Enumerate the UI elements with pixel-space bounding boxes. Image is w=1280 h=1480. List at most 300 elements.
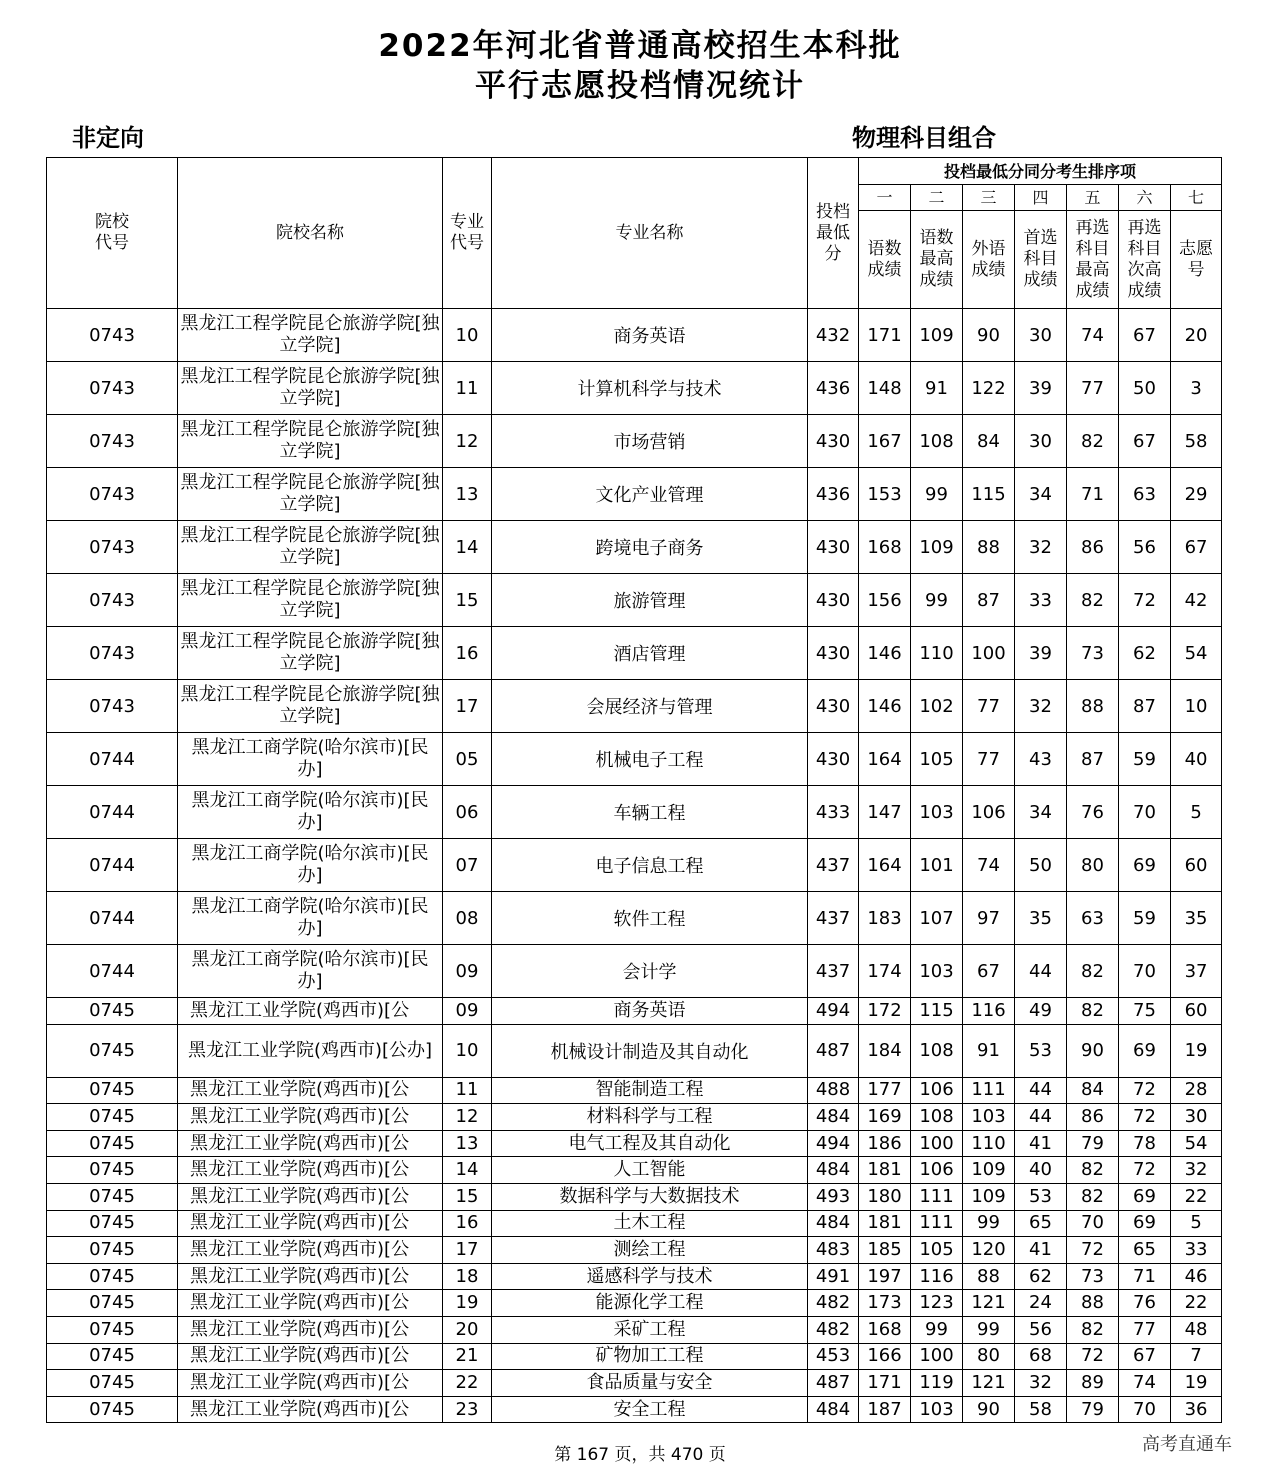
- cell-school-name: 黑龙江工业学院(鸡西市)[公办]: [178, 1024, 443, 1077]
- cell-school-code: 0743: [47, 468, 178, 521]
- table-row: [47, 892, 1222, 945]
- cell-major-name: 安全工程: [492, 1396, 808, 1423]
- cell-rank-6: 50: [1119, 362, 1171, 415]
- cell-rank-5: 77: [1067, 362, 1119, 415]
- cell-rank-1: 185: [859, 1237, 911, 1264]
- cell-rank-3: 121: [963, 1370, 1015, 1397]
- cell-rank-2: 103: [911, 786, 963, 839]
- cell-school-code: 0745: [47, 1343, 178, 1370]
- cell-school-name: 黑龙江工程学院昆仑旅游学院[独立学院]: [178, 415, 443, 468]
- cell-school-name: 黑龙江工业学院(鸡西市)[公: [178, 1316, 443, 1343]
- cell-rank-7: 40: [1171, 733, 1222, 786]
- cell-rank-3: 100: [963, 627, 1015, 680]
- header-rank-item-1: 语数 成绩: [859, 211, 911, 309]
- cell-min-score: 437: [808, 839, 859, 892]
- cell-major-code: 09: [443, 945, 492, 998]
- admission-table: [46, 157, 1222, 1423]
- table-row: [47, 1263, 1222, 1290]
- cell-major-name: 遥感科学与技术: [492, 1263, 808, 1290]
- cell-rank-1: 156: [859, 574, 911, 627]
- cell-rank-3: 120: [963, 1237, 1015, 1264]
- page-title-line1: 2022年河北省普通高校招生本科批: [378, 28, 902, 64]
- cell-school-name: 黑龙江工业学院(鸡西市)[公: [178, 1104, 443, 1131]
- cell-rank-1: 168: [859, 1316, 911, 1343]
- cell-rank-3: 77: [963, 680, 1015, 733]
- header-rank-5: 五: [1067, 185, 1119, 211]
- cell-rank-3: 90: [963, 1396, 1015, 1423]
- cell-rank-5: 86: [1067, 1104, 1119, 1131]
- cell-rank-2: 101: [911, 839, 963, 892]
- cell-rank-3: 122: [963, 362, 1015, 415]
- cell-rank-4: 58: [1015, 1396, 1067, 1423]
- cell-rank-3: 88: [963, 521, 1015, 574]
- page-footer: 第 167 页，共 470 页: [554, 1445, 726, 1465]
- cell-school-code: 0743: [47, 627, 178, 680]
- table-row: [47, 468, 1222, 521]
- cell-major-code: 17: [443, 680, 492, 733]
- cell-rank-4: 40: [1015, 1157, 1067, 1184]
- table-row: [47, 1024, 1222, 1077]
- cell-rank-3: 121: [963, 1290, 1015, 1317]
- table-row: [47, 680, 1222, 733]
- cell-rank-3: 99: [963, 1210, 1015, 1237]
- cell-rank-1: 180: [859, 1183, 911, 1210]
- cell-major-code: 19: [443, 1290, 492, 1317]
- cell-rank-6: 70: [1119, 945, 1171, 998]
- cell-min-score: 484: [808, 1396, 859, 1423]
- cell-rank-1: 169: [859, 1104, 911, 1131]
- cell-major-name: 土木工程: [492, 1210, 808, 1237]
- table-row: [47, 415, 1222, 468]
- header-rank-6: 六: [1119, 185, 1171, 211]
- cell-rank-4: 35: [1015, 892, 1067, 945]
- cell-rank-6: 78: [1119, 1130, 1171, 1157]
- table-row: [47, 1316, 1222, 1343]
- cell-rank-4: 44: [1015, 1077, 1067, 1104]
- cell-rank-5: 71: [1067, 468, 1119, 521]
- cell-major-name: 食品质量与安全: [492, 1370, 808, 1397]
- cell-school-name: 黑龙江工商学院(哈尔滨市)[民办]: [178, 892, 443, 945]
- cell-school-code: 0745: [47, 1077, 178, 1104]
- cell-rank-2: 99: [911, 574, 963, 627]
- cell-school-code: 0745: [47, 1210, 178, 1237]
- cell-rank-4: 56: [1015, 1316, 1067, 1343]
- header-rank-7: 七: [1171, 185, 1222, 211]
- cell-rank-1: 187: [859, 1396, 911, 1423]
- cell-rank-5: 80: [1067, 839, 1119, 892]
- cell-rank-6: 69: [1119, 1183, 1171, 1210]
- cell-rank-6: 69: [1119, 1024, 1171, 1077]
- cell-rank-3: 67: [963, 945, 1015, 998]
- header-rank-item-3: 外语 成绩: [963, 211, 1015, 309]
- cell-min-score: 453: [808, 1343, 859, 1370]
- cell-major-name: 能源化学工程: [492, 1290, 808, 1317]
- cell-rank-4: 34: [1015, 468, 1067, 521]
- cell-major-name: 电气工程及其自动化: [492, 1130, 808, 1157]
- cell-min-score: 487: [808, 1370, 859, 1397]
- header-rank-1: 一: [859, 185, 911, 211]
- cell-major-name: 商务英语: [492, 998, 808, 1025]
- cell-rank-2: 111: [911, 1210, 963, 1237]
- cell-rank-6: 59: [1119, 733, 1171, 786]
- cell-school-name: 黑龙江工程学院昆仑旅游学院[独立学院]: [178, 627, 443, 680]
- cell-school-code: 0745: [47, 1316, 178, 1343]
- cell-min-score: 484: [808, 1104, 859, 1131]
- header-min-score: 投档 最低 分: [808, 158, 859, 309]
- cell-school-code: 0745: [47, 1157, 178, 1184]
- cell-rank-4: 53: [1015, 1024, 1067, 1077]
- cell-min-score: 494: [808, 1130, 859, 1157]
- cell-min-score: 436: [808, 468, 859, 521]
- cell-rank-6: 72: [1119, 1157, 1171, 1184]
- cell-rank-6: 75: [1119, 998, 1171, 1025]
- cell-rank-7: 22: [1171, 1290, 1222, 1317]
- cell-rank-7: 60: [1171, 839, 1222, 892]
- table-row: [47, 574, 1222, 627]
- cell-school-code: 0745: [47, 998, 178, 1025]
- cell-rank-4: 44: [1015, 945, 1067, 998]
- cell-min-score: 430: [808, 574, 859, 627]
- cell-major-code: 15: [443, 574, 492, 627]
- cell-major-name: 机械电子工程: [492, 733, 808, 786]
- cell-rank-3: 84: [963, 415, 1015, 468]
- cell-major-code: 16: [443, 627, 492, 680]
- cell-rank-6: 87: [1119, 680, 1171, 733]
- cell-rank-7: 35: [1171, 892, 1222, 945]
- cell-rank-7: 32: [1171, 1157, 1222, 1184]
- cell-rank-3: 115: [963, 468, 1015, 521]
- cell-min-score: 432: [808, 309, 859, 362]
- cell-major-name: 人工智能: [492, 1157, 808, 1184]
- cell-rank-2: 115: [911, 998, 963, 1025]
- cell-rank-7: 22: [1171, 1183, 1222, 1210]
- cell-major-name: 软件工程: [492, 892, 808, 945]
- cell-rank-7: 58: [1171, 415, 1222, 468]
- header-rank-item-2: 语数 最高 成绩: [911, 211, 963, 309]
- cell-min-score: 491: [808, 1263, 859, 1290]
- cell-rank-1: 166: [859, 1343, 911, 1370]
- cell-school-code: 0745: [47, 1290, 178, 1317]
- cell-rank-7: 46: [1171, 1263, 1222, 1290]
- cell-school-code: 0744: [47, 786, 178, 839]
- cell-school-code: 0743: [47, 309, 178, 362]
- cell-rank-1: 172: [859, 998, 911, 1025]
- cell-rank-6: 71: [1119, 1263, 1171, 1290]
- cell-rank-4: 65: [1015, 1210, 1067, 1237]
- cell-major-name: 车辆工程: [492, 786, 808, 839]
- cell-major-code: 05: [443, 733, 492, 786]
- cell-rank-5: 82: [1067, 998, 1119, 1025]
- table-row: [47, 1370, 1222, 1397]
- cell-rank-5: 82: [1067, 1316, 1119, 1343]
- cell-rank-1: 174: [859, 945, 911, 998]
- cell-school-code: 0744: [47, 892, 178, 945]
- cell-rank-3: 116: [963, 998, 1015, 1025]
- cell-rank-4: 33: [1015, 574, 1067, 627]
- cell-rank-2: 105: [911, 1237, 963, 1264]
- cell-rank-2: 116: [911, 1263, 963, 1290]
- cell-rank-5: 88: [1067, 1290, 1119, 1317]
- cell-rank-6: 67: [1119, 1343, 1171, 1370]
- cell-rank-1: 168: [859, 521, 911, 574]
- cell-rank-3: 97: [963, 892, 1015, 945]
- cell-rank-5: 70: [1067, 1210, 1119, 1237]
- cell-major-code: 12: [443, 415, 492, 468]
- cell-rank-3: 88: [963, 1263, 1015, 1290]
- cell-rank-3: 110: [963, 1130, 1015, 1157]
- header-rank-item-6: 再选 科目 次高 成绩: [1119, 211, 1171, 309]
- cell-school-name: 黑龙江工业学院(鸡西市)[公: [178, 1343, 443, 1370]
- cell-major-name: 智能制造工程: [492, 1077, 808, 1104]
- cell-min-score: 430: [808, 680, 859, 733]
- cell-rank-2: 111: [911, 1183, 963, 1210]
- cell-min-score: 436: [808, 362, 859, 415]
- cell-major-code: 11: [443, 1077, 492, 1104]
- cell-school-name: 黑龙江工业学院(鸡西市)[公: [178, 1157, 443, 1184]
- cell-major-code: 10: [443, 1024, 492, 1077]
- cell-major-name: 数据科学与大数据技术: [492, 1183, 808, 1210]
- cell-rank-5: 72: [1067, 1343, 1119, 1370]
- cell-rank-5: 87: [1067, 733, 1119, 786]
- cell-min-score: 437: [808, 892, 859, 945]
- cell-rank-2: 119: [911, 1370, 963, 1397]
- cell-rank-1: 183: [859, 892, 911, 945]
- table-row: [47, 1290, 1222, 1317]
- cell-rank-5: 63: [1067, 892, 1119, 945]
- cell-rank-5: 82: [1067, 574, 1119, 627]
- cell-school-name: 黑龙江工程学院昆仑旅游学院[独立学院]: [178, 521, 443, 574]
- cell-rank-1: 177: [859, 1077, 911, 1104]
- table-row: [47, 1183, 1222, 1210]
- cell-rank-7: 60: [1171, 998, 1222, 1025]
- cell-min-score: 433: [808, 786, 859, 839]
- cell-rank-6: 74: [1119, 1370, 1171, 1397]
- cell-school-code: 0743: [47, 415, 178, 468]
- cell-school-name: 黑龙江工程学院昆仑旅游学院[独立学院]: [178, 574, 443, 627]
- cell-rank-5: 82: [1067, 1183, 1119, 1210]
- cell-school-name: 黑龙江工业学院(鸡西市)[公: [178, 1370, 443, 1397]
- cell-rank-1: 171: [859, 309, 911, 362]
- cell-rank-3: 106: [963, 786, 1015, 839]
- cell-rank-2: 102: [911, 680, 963, 733]
- cell-rank-1: 146: [859, 627, 911, 680]
- header-rank-4: 四: [1015, 185, 1067, 211]
- cell-major-name: 文化产业管理: [492, 468, 808, 521]
- cell-school-code: 0743: [47, 521, 178, 574]
- cell-rank-3: 99: [963, 1316, 1015, 1343]
- cell-rank-2: 109: [911, 521, 963, 574]
- cell-school-name: 黑龙江工业学院(鸡西市)[公: [178, 1210, 443, 1237]
- cell-rank-4: 68: [1015, 1343, 1067, 1370]
- cell-rank-5: 72: [1067, 1237, 1119, 1264]
- cell-school-code: 0745: [47, 1104, 178, 1131]
- table-row: [47, 786, 1222, 839]
- cell-rank-5: 82: [1067, 1157, 1119, 1184]
- cell-min-score: 430: [808, 521, 859, 574]
- cell-rank-2: 99: [911, 1316, 963, 1343]
- cell-rank-5: 73: [1067, 1263, 1119, 1290]
- cell-rank-7: 10: [1171, 680, 1222, 733]
- cell-rank-1: 197: [859, 1263, 911, 1290]
- table-row: [47, 1077, 1222, 1104]
- cell-rank-2: 106: [911, 1077, 963, 1104]
- cell-rank-2: 123: [911, 1290, 963, 1317]
- cell-rank-4: 34: [1015, 786, 1067, 839]
- cell-rank-5: 79: [1067, 1130, 1119, 1157]
- cell-rank-6: 70: [1119, 786, 1171, 839]
- cell-major-name: 市场营销: [492, 415, 808, 468]
- header-school-name: 院校名称: [178, 158, 443, 309]
- cell-rank-4: 39: [1015, 362, 1067, 415]
- cell-rank-4: 41: [1015, 1130, 1067, 1157]
- plan-type-label: 非定向: [72, 124, 144, 152]
- cell-major-name: 材料科学与工程: [492, 1104, 808, 1131]
- cell-min-score: 430: [808, 627, 859, 680]
- cell-major-name: 电子信息工程: [492, 839, 808, 892]
- cell-rank-4: 39: [1015, 627, 1067, 680]
- cell-rank-1: 147: [859, 786, 911, 839]
- cell-school-name: 黑龙江工商学院(哈尔滨市)[民办]: [178, 839, 443, 892]
- cell-rank-6: 59: [1119, 892, 1171, 945]
- cell-rank-5: 79: [1067, 1396, 1119, 1423]
- cell-rank-5: 84: [1067, 1077, 1119, 1104]
- cell-major-name: 矿物加工工程: [492, 1343, 808, 1370]
- header-rank-2: 二: [911, 185, 963, 211]
- cell-rank-3: 80: [963, 1343, 1015, 1370]
- cell-rank-1: 164: [859, 733, 911, 786]
- cell-school-name: 黑龙江工商学院(哈尔滨市)[民办]: [178, 733, 443, 786]
- cell-rank-2: 108: [911, 415, 963, 468]
- cell-major-name: 采矿工程: [492, 1316, 808, 1343]
- cell-rank-7: 67: [1171, 521, 1222, 574]
- cell-rank-4: 24: [1015, 1290, 1067, 1317]
- table-row: [47, 521, 1222, 574]
- cell-rank-5: 76: [1067, 786, 1119, 839]
- cell-major-code: 11: [443, 362, 492, 415]
- cell-major-code: 18: [443, 1263, 492, 1290]
- cell-school-code: 0745: [47, 1130, 178, 1157]
- cell-rank-7: 54: [1171, 627, 1222, 680]
- cell-rank-1: 153: [859, 468, 911, 521]
- header-rank-item-4: 首选 科目 成绩: [1015, 211, 1067, 309]
- cell-rank-4: 49: [1015, 998, 1067, 1025]
- cell-rank-1: 181: [859, 1210, 911, 1237]
- cell-major-code: 13: [443, 1130, 492, 1157]
- cell-school-code: 0743: [47, 680, 178, 733]
- cell-rank-6: 67: [1119, 415, 1171, 468]
- cell-rank-3: 74: [963, 839, 1015, 892]
- cell-rank-7: 5: [1171, 1210, 1222, 1237]
- cell-rank-5: 73: [1067, 627, 1119, 680]
- cell-rank-2: 103: [911, 945, 963, 998]
- cell-major-code: 22: [443, 1370, 492, 1397]
- cell-min-score: 430: [808, 733, 859, 786]
- cell-rank-6: 69: [1119, 1210, 1171, 1237]
- cell-rank-4: 41: [1015, 1237, 1067, 1264]
- cell-rank-4: 32: [1015, 1370, 1067, 1397]
- cell-school-code: 0743: [47, 574, 178, 627]
- table-row: [47, 998, 1222, 1025]
- cell-school-name: 黑龙江工业学院(鸡西市)[公: [178, 1077, 443, 1104]
- cell-rank-2: 108: [911, 1024, 963, 1077]
- cell-rank-2: 110: [911, 627, 963, 680]
- cell-rank-4: 62: [1015, 1263, 1067, 1290]
- cell-rank-7: 33: [1171, 1237, 1222, 1264]
- cell-rank-1: 186: [859, 1130, 911, 1157]
- table-row: [47, 1157, 1222, 1184]
- cell-rank-6: 56: [1119, 521, 1171, 574]
- cell-rank-6: 77: [1119, 1316, 1171, 1343]
- cell-rank-6: 69: [1119, 839, 1171, 892]
- cell-rank-5: 86: [1067, 521, 1119, 574]
- cell-school-code: 0744: [47, 733, 178, 786]
- cell-school-name: 黑龙江工业学院(鸡西市)[公: [178, 1263, 443, 1290]
- cell-rank-7: 36: [1171, 1396, 1222, 1423]
- cell-major-name: 测绘工程: [492, 1237, 808, 1264]
- table-row: [47, 309, 1222, 362]
- cell-major-code: 20: [443, 1316, 492, 1343]
- cell-rank-7: 37: [1171, 945, 1222, 998]
- cell-major-name: 酒店管理: [492, 627, 808, 680]
- cell-school-code: 0745: [47, 1370, 178, 1397]
- table-row: [47, 1237, 1222, 1264]
- cell-rank-3: 109: [963, 1183, 1015, 1210]
- cell-rank-2: 100: [911, 1130, 963, 1157]
- cell-rank-5: 82: [1067, 945, 1119, 998]
- cell-major-code: 17: [443, 1237, 492, 1264]
- cell-rank-2: 91: [911, 362, 963, 415]
- cell-rank-1: 146: [859, 680, 911, 733]
- cell-rank-1: 164: [859, 839, 911, 892]
- cell-major-name: 机械设计制造及其自动化: [492, 1024, 808, 1077]
- header-major-code: 专业 代号: [443, 158, 492, 309]
- cell-school-code: 0745: [47, 1237, 178, 1264]
- header-tiebreak-group: 投档最低分同分考生排序项: [859, 158, 1222, 185]
- cell-school-name: 黑龙江工程学院昆仑旅游学院[独立学院]: [178, 309, 443, 362]
- cell-rank-7: 19: [1171, 1370, 1222, 1397]
- cell-rank-5: 90: [1067, 1024, 1119, 1077]
- cell-rank-3: 109: [963, 1157, 1015, 1184]
- cell-major-code: 13: [443, 468, 492, 521]
- cell-major-code: 10: [443, 309, 492, 362]
- cell-rank-3: 87: [963, 574, 1015, 627]
- cell-rank-2: 99: [911, 468, 963, 521]
- cell-rank-2: 106: [911, 1157, 963, 1184]
- cell-rank-7: 5: [1171, 786, 1222, 839]
- cell-min-score: 494: [808, 998, 859, 1025]
- cell-rank-2: 100: [911, 1343, 963, 1370]
- cell-school-name: 黑龙江工业学院(鸡西市)[公: [178, 1130, 443, 1157]
- cell-min-score: 437: [808, 945, 859, 998]
- cell-rank-5: 82: [1067, 415, 1119, 468]
- cell-school-name: 黑龙江工程学院昆仑旅游学院[独立学院]: [178, 468, 443, 521]
- cell-rank-3: 77: [963, 733, 1015, 786]
- subject-group-label: 物理科目组合: [852, 124, 996, 152]
- cell-rank-1: 184: [859, 1024, 911, 1077]
- cell-rank-3: 91: [963, 1024, 1015, 1077]
- cell-rank-4: 32: [1015, 680, 1067, 733]
- table-row: [47, 839, 1222, 892]
- header-school-code: 院校 代号: [47, 158, 178, 309]
- cell-rank-6: 70: [1119, 1396, 1171, 1423]
- table-row: [47, 1210, 1222, 1237]
- header-major-name: 专业名称: [492, 158, 808, 309]
- cell-min-score: 482: [808, 1290, 859, 1317]
- cell-school-name: 黑龙江工业学院(鸡西市)[公: [178, 1237, 443, 1264]
- cell-rank-3: 111: [963, 1077, 1015, 1104]
- cell-major-name: 会计学: [492, 945, 808, 998]
- cell-min-score: 482: [808, 1316, 859, 1343]
